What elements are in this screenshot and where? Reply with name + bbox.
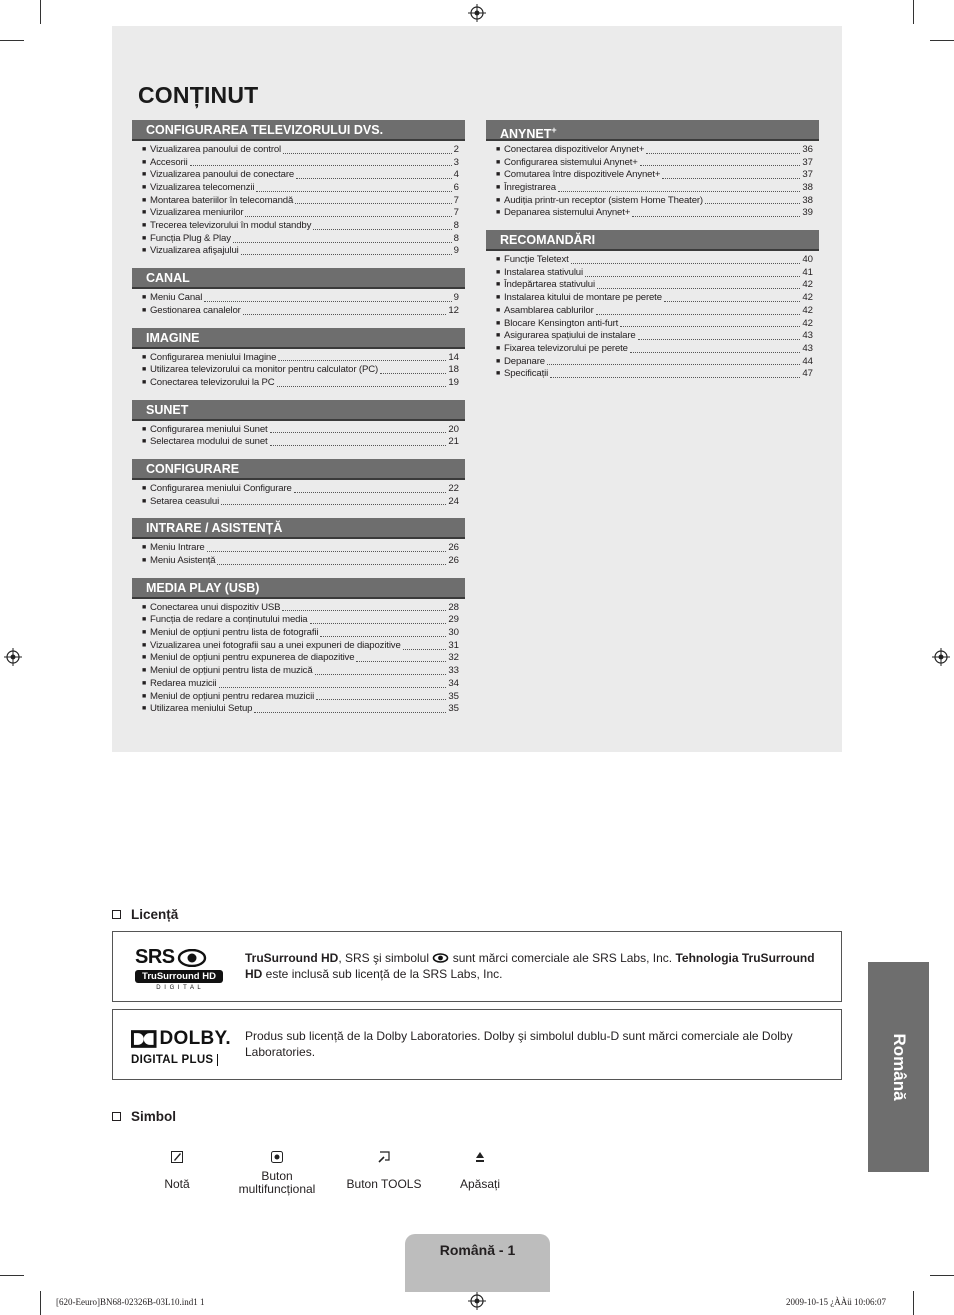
toc-item <box>142 352 459 365</box>
square-bullet-icon: ■ <box>142 679 147 687</box>
square-bullet-icon: ■ <box>496 268 501 276</box>
toc-item-page: 39 <box>802 207 813 219</box>
toc-item-label: Accesorii <box>150 156 188 168</box>
toc-section <box>132 328 465 390</box>
dot-leader <box>245 216 451 217</box>
crop-mark <box>40 0 41 24</box>
toc-item <box>142 305 459 318</box>
dot-leader <box>241 254 452 255</box>
dot-leader <box>547 364 800 365</box>
page-title: CONȚINUT <box>138 82 259 108</box>
dot-leader <box>278 360 446 361</box>
square-bullet-icon: ■ <box>496 158 501 166</box>
toc-item-label: Conectarea televizorului la PC <box>150 376 275 388</box>
toc-item-label: Meniul de opțiuni pentru lista de muzică <box>150 665 313 677</box>
toc-item-label: Blocare Kensington anti-furt <box>504 317 619 329</box>
language-side-tab: Română <box>868 962 929 1172</box>
toc-section <box>486 230 819 381</box>
toc-item-page: 35 <box>448 703 459 715</box>
toc-item-label: Meniul de opțiuni pentru lista de fotografii <box>150 627 319 639</box>
toc-item-list <box>132 349 465 390</box>
page-number-tab: Română - 1 <box>405 1234 550 1292</box>
toc-item-label: Configurarea sistemului Anynet+ <box>504 156 638 168</box>
toc-item <box>496 144 813 157</box>
symbol-press: Apăsați <box>425 1150 535 1191</box>
toc-item-page: 40 <box>802 254 813 266</box>
toc-section <box>132 459 465 508</box>
press-icon <box>473 1150 487 1164</box>
toc-item-label: Setarea ceasului <box>150 495 220 507</box>
dot-leader <box>646 153 800 154</box>
toc-section <box>132 120 465 258</box>
toc-item <box>496 207 813 220</box>
toc-item-label: Conectarea dispozitivelor Anynet+ <box>504 143 645 155</box>
toc-item-label: Meniul de opțiuni pentru expunerea de diapozitive <box>150 652 355 664</box>
dot-leader <box>296 178 452 179</box>
registration-mark-icon <box>932 648 950 666</box>
square-bullet-icon: ■ <box>142 171 147 179</box>
toc-column-left <box>132 120 465 726</box>
crop-mark <box>930 40 954 41</box>
crop-mark <box>930 1275 954 1276</box>
toc-item-label: Vizualizarea meniurilor <box>150 207 244 219</box>
toc-item <box>142 233 459 246</box>
toc-item <box>142 614 459 627</box>
toc-item-label: Audiția printr-un receptor (sistem Home Theater) <box>504 194 703 206</box>
dot-leader <box>662 178 800 179</box>
toc-item-page: 14 <box>448 351 459 363</box>
toc-item <box>496 305 813 318</box>
toc-item-page: 43 <box>802 342 813 354</box>
print-slug-right: 2009-10-15 ¿ÀÀü 10:06:07 <box>786 1297 886 1307</box>
toc-section <box>132 400 465 449</box>
dot-leader <box>315 674 447 675</box>
tools-button-icon <box>377 1150 391 1164</box>
toc-item-page: 9 <box>453 245 459 257</box>
srs-symbol-icon <box>432 953 449 963</box>
toc-item-label: Trecerea televizorului în modul standby <box>150 220 312 232</box>
square-bullet-icon: ■ <box>142 557 147 565</box>
dot-leader <box>295 203 452 204</box>
toc-item-label: Redarea muzicii <box>150 677 217 689</box>
square-bullet-icon: ■ <box>142 366 147 374</box>
square-bullet-icon: ■ <box>142 484 147 492</box>
square-bullet-icon: ■ <box>496 344 501 352</box>
toc-item-page: 38 <box>802 182 813 194</box>
toc-item <box>142 703 459 716</box>
toc-item-page: 32 <box>448 652 459 664</box>
square-bullet-icon: ■ <box>142 629 147 637</box>
square-bullet-icon: ■ <box>496 332 501 340</box>
toc-item-label: Funcția de redare a conținutului media <box>150 614 308 626</box>
dot-leader <box>640 165 801 166</box>
dot-leader <box>380 373 446 374</box>
toc-item <box>496 280 813 293</box>
print-slug-left: [620-Eeuro]BN68-02326B-03L10.ind1 1 <box>56 1297 205 1307</box>
toc-item <box>496 368 813 381</box>
license-heading: Licență <box>112 907 178 922</box>
toc-item-page: 6 <box>453 182 459 194</box>
dot-leader <box>558 191 800 192</box>
square-bullet-icon: ■ <box>142 247 147 255</box>
square-bullet-icon: ■ <box>142 497 147 505</box>
dolby-license-box <box>112 1009 842 1080</box>
toc-item-label: Comutarea între dispozitivele Anynet+ <box>504 169 661 181</box>
toc-item-label: Specificații <box>504 368 549 380</box>
toc-item-label: Asigurarea spațiului de instalare <box>504 330 636 342</box>
square-bullet-icon: ■ <box>142 184 147 192</box>
toc-item-label: Utilizarea televizorului ca monitor pentru calculator (PC) <box>150 364 379 376</box>
square-bullet-icon: ■ <box>496 145 501 153</box>
toc-item-label: Meniu Asistență <box>150 555 216 567</box>
dot-leader <box>294 492 447 493</box>
toc-item-list <box>132 289 465 317</box>
dot-leader <box>630 352 800 353</box>
toc-item-page: 22 <box>448 482 459 494</box>
toc-section-heading: CONFIGURAREA TELEVIZORULUI DVS. <box>132 120 465 141</box>
square-bullet-icon: ■ <box>496 209 501 217</box>
toc-item-label: Instalarea kitului de montare pe perete <box>504 292 662 304</box>
toc-item-list <box>486 141 819 220</box>
toc-item-page: 30 <box>448 627 459 639</box>
toc-item-label: Utilizarea meniului Setup <box>150 703 253 715</box>
toc-item-list <box>132 599 465 716</box>
dot-leader <box>190 165 452 166</box>
toc-section <box>132 518 465 567</box>
square-bullet-icon: ■ <box>142 692 147 700</box>
square-bullet-icon: ■ <box>142 603 147 611</box>
toc-item-page: 28 <box>448 601 459 613</box>
toc-item-label: Depanare <box>504 355 545 367</box>
toc-item-page: 47 <box>802 368 813 380</box>
checkbox-bullet-icon <box>112 1112 121 1121</box>
toc-item-page: 4 <box>453 169 459 181</box>
toc-item-page: 3 <box>453 156 459 168</box>
toc-item <box>142 220 459 233</box>
toc-item-page: 24 <box>448 495 459 507</box>
toc-item <box>496 343 813 356</box>
toc-section-heading: SUNET <box>132 400 465 421</box>
toc-item-page: 12 <box>448 304 459 316</box>
toc-item <box>496 356 813 369</box>
toc-item-label: Meniul de opțiuni pentru redarea muzicii <box>150 690 315 702</box>
toc-item <box>142 542 459 555</box>
toc-item <box>496 169 813 182</box>
dot-leader <box>320 636 446 637</box>
toc-item-label: Meniu Canal <box>150 292 203 304</box>
symbol-multifunction-button: Buton multifuncțional <box>222 1150 332 1196</box>
dot-leader <box>282 610 446 611</box>
toc-item <box>496 292 813 305</box>
toc-item <box>142 424 459 437</box>
toc-item-page: 42 <box>802 292 813 304</box>
square-bullet-icon: ■ <box>496 171 501 179</box>
toc-item-page: 34 <box>448 677 459 689</box>
toc-section-heading: IMAGINE <box>132 328 465 349</box>
toc-item-page: 19 <box>448 376 459 388</box>
crop-mark <box>0 40 24 41</box>
toc-item-label: Vizualizarea afişajului <box>150 245 239 257</box>
toc-item-label: Montarea bateriilor în telecomandă <box>150 194 294 206</box>
square-bullet-icon: ■ <box>496 370 501 378</box>
toc-item-page: 7 <box>453 194 459 206</box>
toc-item <box>142 627 459 640</box>
toc-item-label: Configurarea meniului Imagine <box>150 351 277 363</box>
dot-leader <box>638 339 801 340</box>
square-bullet-icon: ■ <box>142 234 147 242</box>
dot-leader <box>313 229 451 230</box>
srs-license-text: TruSurround HD, SRS şi simbolul sunt mărci comerciale ale SRS Labs, Inc. Tehnologia TruSurround HD este inclusă sub licență de la SRS Labs, Inc. <box>245 951 815 981</box>
toc-section <box>132 268 465 317</box>
toc-item <box>496 330 813 343</box>
dot-leader <box>356 661 446 662</box>
srs-trusurround-logo: SRS TruSurround HD D I G I T A L <box>135 946 225 991</box>
toc-item-label: Meniu Intrare <box>150 542 205 554</box>
toc-item-list <box>132 141 465 258</box>
square-bullet-icon: ■ <box>142 222 147 230</box>
toc-item-page: 8 <box>453 220 459 232</box>
square-bullet-icon: ■ <box>496 357 501 365</box>
square-bullet-icon: ■ <box>496 306 501 314</box>
square-bullet-icon: ■ <box>142 145 147 153</box>
square-bullet-icon: ■ <box>142 705 147 713</box>
toc-item-label: Funcție Teletext <box>504 254 569 266</box>
toc-item-label: Vizualizarea panoului de conectare <box>150 169 295 181</box>
srs-circle-symbol-icon <box>177 949 207 967</box>
toc-item-page: 9 <box>453 292 459 304</box>
square-bullet-icon: ■ <box>142 616 147 624</box>
dot-leader <box>664 301 800 302</box>
square-bullet-icon: ■ <box>496 184 501 192</box>
toc-item-label: Vizualizarea unei fotografii sau a unei expuneri de diapozitive <box>150 639 401 651</box>
toc-item <box>142 246 459 259</box>
toc-item-label: Funcția Plug & Play <box>150 232 231 244</box>
dot-leader <box>277 386 447 387</box>
square-bullet-icon: ■ <box>496 281 501 289</box>
square-bullet-icon: ■ <box>496 319 501 327</box>
toc-item <box>142 144 459 157</box>
toc-item <box>142 182 459 195</box>
square-bullet-icon: ■ <box>142 306 147 314</box>
dot-leader <box>256 191 451 192</box>
toc-item <box>496 157 813 170</box>
square-bullet-icon: ■ <box>142 425 147 433</box>
toc-item <box>142 364 459 377</box>
toc-item <box>142 169 459 182</box>
toc-item <box>142 678 459 691</box>
toc-item-page: 42 <box>802 304 813 316</box>
toc-item-label: Depanarea sistemului Anynet+ <box>504 207 631 219</box>
toc-item <box>496 182 813 195</box>
dot-leader <box>596 314 801 315</box>
toc-column-right <box>486 120 819 391</box>
square-bullet-icon: ■ <box>142 667 147 675</box>
toc-item-page: 8 <box>453 232 459 244</box>
toc-item-list <box>132 421 465 449</box>
registration-mark-icon <box>468 4 486 22</box>
toc-item-label: Vizualizarea telecomenzii <box>150 182 255 194</box>
toc-section-heading: INTRARE / ASISTENȚĂ <box>132 518 465 539</box>
dot-leader <box>316 699 446 700</box>
dot-leader <box>207 551 447 552</box>
crop-mark <box>40 1291 41 1315</box>
toc-item-page: 44 <box>802 355 813 367</box>
toc-item-label: Configurarea meniului Configurare <box>150 482 292 494</box>
toc-item-page: 43 <box>802 330 813 342</box>
registration-mark-icon <box>468 1292 486 1310</box>
dot-leader <box>571 263 801 264</box>
toc-item-label: Selectarea modului de sunet <box>150 436 268 448</box>
toc-item-page: 31 <box>448 639 459 651</box>
symbol-heading: Simbol <box>112 1109 176 1124</box>
dot-leader <box>310 623 447 624</box>
srs-license-box <box>112 931 842 1002</box>
toc-section <box>486 120 819 220</box>
toc-item-page: 41 <box>802 266 813 278</box>
toc-section-heading: MEDIA PLAY (USB) <box>132 578 465 599</box>
dot-leader <box>270 445 447 446</box>
square-bullet-icon: ■ <box>142 654 147 662</box>
dot-leader <box>204 301 451 302</box>
toc-item-page: 36 <box>802 143 813 155</box>
note-icon <box>170 1150 184 1164</box>
dot-leader <box>221 504 446 505</box>
dot-leader <box>632 216 800 217</box>
toc-item-page: 29 <box>448 614 459 626</box>
toc-item-page: 37 <box>802 156 813 168</box>
crop-mark <box>913 0 914 24</box>
square-bullet-icon: ■ <box>142 294 147 302</box>
toc-item <box>142 483 459 496</box>
dot-leader <box>283 153 452 154</box>
checkbox-bullet-icon <box>112 910 121 919</box>
toc-item <box>496 318 813 331</box>
dot-leader <box>233 242 452 243</box>
toc-item <box>142 207 459 220</box>
toc-item-page: 37 <box>802 169 813 181</box>
toc-item-page: 26 <box>448 555 459 567</box>
toc-item <box>496 254 813 267</box>
toc-section-heading: RECOMANDĂRI <box>486 230 819 251</box>
dolby-double-d-icon <box>131 1030 157 1048</box>
toc-item-list <box>132 480 465 508</box>
toc-section <box>132 578 465 716</box>
toc-item <box>142 195 459 208</box>
toc-item <box>142 496 459 509</box>
toc-section-heading: CANAL <box>132 268 465 289</box>
registration-mark-icon <box>4 648 22 666</box>
toc-item-page: 26 <box>448 542 459 554</box>
square-bullet-icon: ■ <box>142 544 147 552</box>
dot-leader <box>597 288 800 289</box>
square-bullet-icon: ■ <box>142 196 147 204</box>
square-bullet-icon: ■ <box>142 353 147 361</box>
dot-leader <box>705 203 800 204</box>
toc-item-page: 42 <box>802 279 813 291</box>
toc-section-heading: CONFIGURARE <box>132 459 465 480</box>
toc-item-list <box>486 251 819 381</box>
toc-item <box>496 267 813 280</box>
toc-item-label: Gestionarea canalelor <box>150 304 241 316</box>
symbol-tools-button: Buton TOOLS <box>329 1150 439 1191</box>
dot-leader <box>217 564 446 565</box>
dolby-license-text: Produs sub licență de la Dolby Laboratories. Dolby şi simbolul dublu-D sunt mărci comerciale ale Dolby Laboratories. <box>245 1029 793 1059</box>
square-bullet-icon: ■ <box>496 256 501 264</box>
square-bullet-icon: ■ <box>142 378 147 386</box>
toc-item-page: 21 <box>448 436 459 448</box>
toc-item-page: 18 <box>448 364 459 376</box>
toc-item <box>496 195 813 208</box>
toc-item-page: 35 <box>448 690 459 702</box>
crop-mark <box>0 1275 24 1276</box>
toc-item <box>142 436 459 449</box>
toc-item-label: Instalarea stativului <box>504 266 583 278</box>
toc-item <box>142 665 459 678</box>
square-bullet-icon: ■ <box>496 294 501 302</box>
toc-item-page: 7 <box>453 207 459 219</box>
toc-item-page: 42 <box>802 317 813 329</box>
toc-item-label: Fixarea televizorului pe perete <box>504 342 628 354</box>
square-bullet-icon: ■ <box>142 641 147 649</box>
toc-item-list <box>132 539 465 567</box>
dot-leader <box>403 649 447 650</box>
crop-mark <box>913 1291 914 1315</box>
toc-item <box>142 555 459 568</box>
toc-item <box>142 691 459 704</box>
dolby-digital-plus-logo: DOLBY. DIGITAL PLUS <box>131 1028 231 1066</box>
toc-item <box>142 157 459 170</box>
toc-item-label: Conectarea unui dispozitiv USB <box>150 601 281 613</box>
toc-item-label: Configurarea meniului Sunet <box>150 423 268 435</box>
square-bullet-icon: ■ <box>496 196 501 204</box>
toc-item-page: 2 <box>453 143 459 155</box>
toc-item <box>142 292 459 305</box>
dot-leader <box>219 687 447 688</box>
dot-leader <box>620 326 800 327</box>
dot-leader <box>243 314 447 315</box>
toc-item-page: 20 <box>448 423 459 435</box>
toc-section-heading: ANYNET+ <box>486 120 819 141</box>
toc-item-page: 38 <box>802 194 813 206</box>
toc-item <box>142 640 459 653</box>
multifunction-button-icon <box>270 1150 284 1164</box>
toc-item-label: Înregistrarea <box>504 182 556 194</box>
toc-item <box>142 377 459 390</box>
toc-item-page: 33 <box>448 665 459 677</box>
toc-item-label: Asamblarea cablurilor <box>504 304 594 316</box>
toc-item <box>142 653 459 666</box>
toc-item-label: Îndepărtarea stativului <box>504 279 595 291</box>
square-bullet-icon: ■ <box>142 209 147 217</box>
toc-item <box>142 602 459 615</box>
toc-item-label: Vizualizarea panoului de control <box>150 143 282 155</box>
dot-leader <box>270 432 447 433</box>
dot-leader <box>550 377 800 378</box>
dot-leader <box>254 712 446 713</box>
square-bullet-icon: ■ <box>142 158 147 166</box>
dot-leader <box>585 276 800 277</box>
square-bullet-icon: ■ <box>142 438 147 446</box>
symbol-note: Notă <box>122 1150 232 1191</box>
